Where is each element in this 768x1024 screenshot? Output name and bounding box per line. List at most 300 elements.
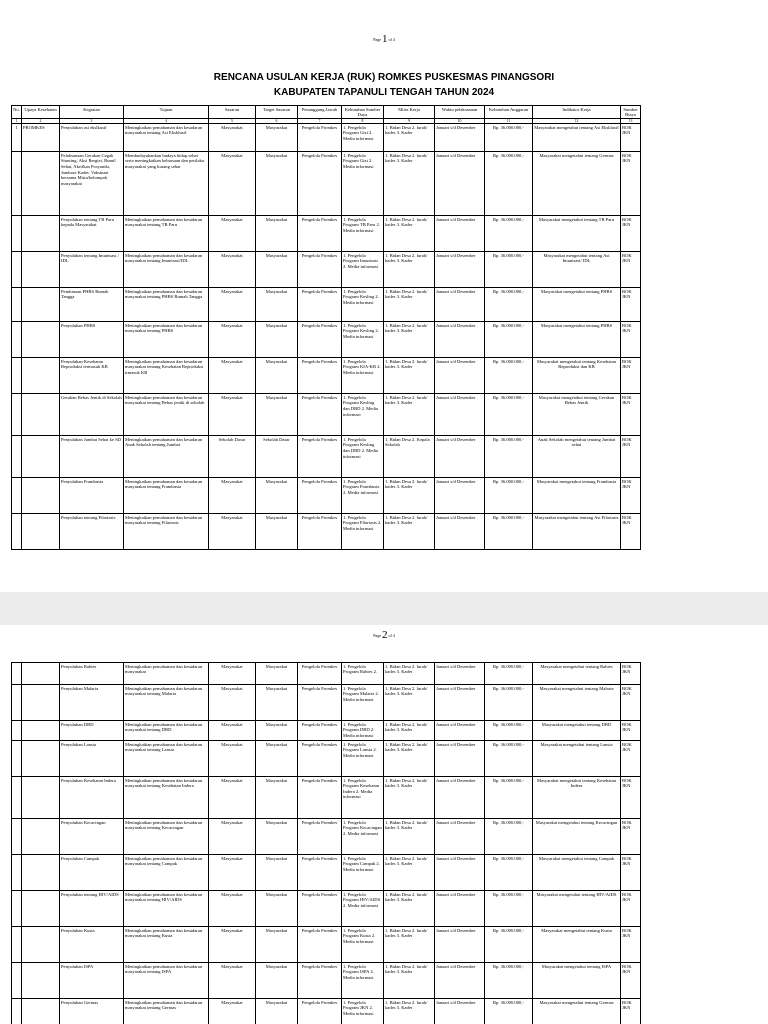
- col-sd: 1. Pengelola Program HIV/AIDS 2. Media informasi: [342, 891, 384, 927]
- col-biaya: BOK JKN: [621, 663, 641, 685]
- col-kegiatan: Penyuluhan Lansia: [60, 741, 124, 777]
- col-sd: 1. Pengelola Program Gizi 2. Media informasi: [342, 152, 384, 216]
- col-upaya: PROMKES: [22, 124, 60, 152]
- col-pj: Pengelola Promkes: [298, 514, 342, 550]
- col-sd: 1. Pengelola Program Rabies 2.: [342, 663, 384, 685]
- col-biaya: BOK JKN: [621, 288, 641, 322]
- col-sasaran: Masyarakat: [209, 927, 256, 963]
- page-prefix: Page: [373, 633, 381, 638]
- col-mitra: 1. Bidan Desa 2. Kepala Sekolah: [384, 436, 435, 478]
- table-row: [12, 322, 641, 358]
- col-tujuan: Meningkatkan pemahaman dan kesadaran masyarakat tentang DBD: [124, 721, 209, 741]
- header-col-tujuan: Tujuan: [124, 106, 209, 119]
- col-anggaran: Rp. 36.000.000,-: [485, 216, 533, 252]
- page-number: [0, 33, 768, 45]
- col-mitra: 1. Bidan Desa 2. lurah/ kades 3. Kader: [384, 514, 435, 550]
- col-sasaran: Masyarakat: [209, 514, 256, 550]
- col-anggaran: Rp. 36.000.000,-: [485, 777, 533, 819]
- col-indikator: Masyarakat mengetahui tentang Gerakan Bebas Jentik: [533, 394, 621, 436]
- col-kegiatan: Penyuluhan Rabies: [60, 663, 124, 685]
- col-waktu: Januari s/d Desember: [435, 514, 485, 550]
- col-waktu: Januari s/d Desember: [435, 721, 485, 741]
- document-page-2: [0, 625, 768, 1024]
- table-row: [12, 721, 641, 741]
- col-anggaran: Rp. 36.000.000,-: [485, 252, 533, 288]
- page-suffix: of 4: [388, 633, 395, 638]
- col-mitra: 1. Bidan Desa 2. lurah/ kades 3. Kader: [384, 216, 435, 252]
- col-pj: Pengelola Promkes: [298, 963, 342, 999]
- col-anggaran: Rp. 36.000.000,-: [485, 891, 533, 927]
- col-kegiatan: Penyuluhan tentang TB Paru kepada Masyarakat: [60, 216, 124, 252]
- col-biaya: BOK JKN: [621, 124, 641, 152]
- col-tujuan: Meningkatkan pemahaman dan kesadaran masyarakat tentang ISPA: [124, 963, 209, 999]
- col-upaya: [22, 216, 60, 252]
- col-tujuan: Meningkatkan pemahaman dan kesadaran masyarakat tentang Imunisasi/IDL: [124, 252, 209, 288]
- col-mitra: 1. Bidan Desa 2. lurah/ kades 3. Kader: [384, 394, 435, 436]
- col-biaya: BOK JKN: [621, 963, 641, 999]
- index-cell: 7: [298, 119, 342, 124]
- col-anggaran: Rp. 36.000.000,-: [485, 288, 533, 322]
- document-title: RENCANA USULAN KERJA (RUK) ROMKES PUSKESMAS PINANGSORI: [213, 72, 555, 83]
- col-biaya: BOK JKN: [621, 514, 641, 550]
- table-row: [12, 891, 641, 927]
- col-no: [12, 394, 22, 436]
- page-number-value: 2: [381, 629, 388, 641]
- col-sd: 1. Pengelola Program Gizi 2. Media informasi: [342, 124, 384, 152]
- col-tujuan: Meningkatkan pemahaman dan kesadaran masyarakat tentang Bebas jentik di sekolah: [124, 394, 209, 436]
- col-no: [12, 358, 22, 394]
- col-tujuan: Meningkatkan pemahaman dan kesadaran Anak Sekolah tentang Jumbat: [124, 436, 209, 478]
- col-biaya: BOK JKN: [621, 891, 641, 927]
- header-col-pj: Penanggung Jawab: [298, 106, 342, 119]
- page-suffix: of 4: [388, 37, 395, 42]
- table-row: [12, 216, 641, 252]
- col-waktu: Januari s/d Desember: [435, 777, 485, 819]
- col-pj: Pengelola Promkes: [298, 152, 342, 216]
- col-anggaran: Rp. 36.000.000,-: [485, 685, 533, 721]
- col-anggaran: Rp. 36.000.000,-: [485, 124, 533, 152]
- col-anggaran: Rp. 36.000.000,-: [485, 322, 533, 358]
- col-kegiatan: Penyuluhan Malaria: [60, 685, 124, 721]
- col-indikator: Masyarakat mengetahui tentang ISPA: [533, 963, 621, 999]
- col-biaya: BOK JKN: [621, 394, 641, 436]
- col-upaya: [22, 891, 60, 927]
- page-gap: [0, 592, 768, 625]
- page-number: [0, 629, 768, 641]
- col-pj: Pengelola Promkes: [298, 741, 342, 777]
- col-tujuan: Meningkatkan pemahaman dan kesadaran masyarakat tentang Kusta: [124, 927, 209, 963]
- col-kegiatan: Penyuluhan asi ekslkusif: [60, 124, 124, 152]
- header-col-no: No.: [12, 106, 22, 119]
- col-sasaran: Masyarakat: [209, 721, 256, 741]
- col-no: [12, 478, 22, 514]
- col-target: Masyarakat: [256, 478, 298, 514]
- col-upaya: [22, 855, 60, 891]
- col-indikator: Masyarakat mengetahui tentang Kesehatan Reproduksi dan KB: [533, 358, 621, 394]
- col-sasaran: Masyarakat: [209, 663, 256, 685]
- table-row: [12, 152, 641, 216]
- col-no: [12, 855, 22, 891]
- col-biaya: BOK JKN: [621, 152, 641, 216]
- col-biaya: BOK JKN: [621, 478, 641, 514]
- table-row: [12, 777, 641, 819]
- col-no: [12, 927, 22, 963]
- col-indikator: Masyarakat mengetahui tentang Frambusia: [533, 478, 621, 514]
- col-target: Masyarakat: [256, 927, 298, 963]
- col-kegiatan: Gerakan Bebas Jentik di Sekolah: [60, 394, 124, 436]
- col-target: Masyarakat: [256, 514, 298, 550]
- col-sasaran: Masyarakat: [209, 855, 256, 891]
- index-cell: 6: [256, 119, 298, 124]
- table-row: [12, 999, 641, 1024]
- col-tujuan: Meningkatkan pemahaman dan kesadaran masyarakat tentang Kesehatan Reproduksi trmasuk KB: [124, 358, 209, 394]
- col-pj: Pengelola Promkes: [298, 685, 342, 721]
- header-col-target: Target Sasaran: [256, 106, 298, 119]
- col-waktu: Januari s/d Desember: [435, 741, 485, 777]
- col-no: [12, 685, 22, 721]
- page-prefix: Page: [373, 37, 381, 42]
- col-no: [12, 436, 22, 478]
- col-indikator: Masyarakat mengetahui tentang Malaria: [533, 685, 621, 721]
- col-sasaran: Masyarakat: [209, 741, 256, 777]
- index-cell: 3: [60, 119, 124, 124]
- col-target: Masyarakat: [256, 152, 298, 216]
- col-indikator: Masyarakat mengetahui tentang Lansia: [533, 741, 621, 777]
- col-kegiatan: Penyuluhan Kesehatan Indera: [60, 777, 124, 819]
- col-target: Masyarakat: [256, 288, 298, 322]
- col-pj: Pengelola Promkes: [298, 216, 342, 252]
- index-cell: 4: [124, 119, 209, 124]
- col-tujuan: Meningkatkan pemahaman dan kesadaran masyarakat tentang Malaria: [124, 685, 209, 721]
- col-biaya: BOK JKN: [621, 927, 641, 963]
- col-sasaran: Masyarakat: [209, 124, 256, 152]
- col-kegiatan: Penyuluhan Kusta: [60, 927, 124, 963]
- col-sd: 1. Pengelola Program Kesling dan DBD 2. Media informasi: [342, 394, 384, 436]
- col-pj: Pengelola Promkes: [298, 819, 342, 855]
- col-sasaran: Masyarakat: [209, 777, 256, 819]
- col-biaya: BOK JKN: [621, 322, 641, 358]
- table-row: [12, 394, 641, 436]
- col-anggaran: Rp. 36.000.000,-: [485, 436, 533, 478]
- col-anggaran: Rp. 36.000.000,-: [485, 927, 533, 963]
- table-row: [12, 478, 641, 514]
- col-upaya: [22, 252, 60, 288]
- col-indikator: Masyarakat mengetahui tentang Kesehatan Indera: [533, 777, 621, 819]
- table-row: [12, 436, 641, 478]
- col-tujuan: Meningkatkan pemahaman dan kesadaran masyarakat tentang PHBS: [124, 322, 209, 358]
- col-target: Masyarakat: [256, 963, 298, 999]
- col-upaya: [22, 358, 60, 394]
- col-sasaran: Masyarakat: [209, 358, 256, 394]
- col-indikator: Masyarakat mengetahui tentang TB Paru: [533, 216, 621, 252]
- col-waktu: Januari s/d Desember: [435, 152, 485, 216]
- col-upaya: [22, 685, 60, 721]
- col-sasaran: Masyarakat: [209, 891, 256, 927]
- col-indikator: Masyarakat mengetahui tentang Asi Eksklusif: [533, 124, 621, 152]
- table-row: [12, 819, 641, 855]
- col-target: Masyarakat: [256, 721, 298, 741]
- index-cell: 9: [384, 119, 435, 124]
- col-no: 1: [12, 124, 22, 152]
- col-no: [12, 777, 22, 819]
- col-target: Sekolah Dasar: [256, 436, 298, 478]
- col-tujuan: Meningkatkan pemahaman dan kesadaran masyarakat tentang Kecacingan: [124, 819, 209, 855]
- col-target: Masyarakat: [256, 819, 298, 855]
- page-number-value: 1: [381, 33, 388, 45]
- header-col-waktu: Waktu pelaksanaan: [435, 106, 485, 119]
- col-upaya: [22, 927, 60, 963]
- col-no: [12, 216, 22, 252]
- col-mitra: 1. Bidan Desa 2. lurah/ kades 3. Kader: [384, 663, 435, 685]
- col-sd: 1. Pengelola Program DBD 2. Media informasi: [342, 721, 384, 741]
- col-mitra: 1. Bidan Desa 2. lurah/ kades 3. Kader: [384, 322, 435, 358]
- header-col-sd: Kebutuhan Sumber Daya: [342, 106, 384, 119]
- col-sasaran: Masyarakat: [209, 288, 256, 322]
- table-row: [12, 514, 641, 550]
- col-target: Masyarakat: [256, 685, 298, 721]
- col-sd: 1. Pengelola Program Kecacingan 2. Media informasi: [342, 819, 384, 855]
- col-no: [12, 891, 22, 927]
- col-pj: Pengelola Promkes: [298, 777, 342, 819]
- col-no: [12, 741, 22, 777]
- col-biaya: BOK JKN: [621, 216, 641, 252]
- col-kegiatan: Penyuluhan tentang HIV/AIDS: [60, 891, 124, 927]
- col-anggaran: Rp. 36.000.000,-: [485, 358, 533, 394]
- col-tujuan: Meningkatkan pemahaman dan kesadaran masyarakat tentang Kesehatan Indera: [124, 777, 209, 819]
- col-biaya: BOK JKN: [621, 741, 641, 777]
- table-row: [12, 855, 641, 891]
- col-upaya: [22, 322, 60, 358]
- col-tujuan: Meningkatkan pemahaman dan kesadaran masyarakat tentang Asi Eksklusif: [124, 124, 209, 152]
- col-kegiatan: Penyuluhan tentang Imunisasi / IDL: [60, 252, 124, 288]
- col-waktu: Januari s/d Desember: [435, 963, 485, 999]
- index-cell: 12: [533, 119, 621, 124]
- col-target: Masyarakat: [256, 358, 298, 394]
- col-no: [12, 963, 22, 999]
- col-upaya: [22, 963, 60, 999]
- col-sasaran: Masyarakat: [209, 963, 256, 999]
- col-kegiatan: Pembinaan PHBS Rumah Tangga: [60, 288, 124, 322]
- col-mitra: 1. Bidan Desa 2. lurah/ kades 3. Kader: [384, 855, 435, 891]
- col-indikator: Masyarakat mengetahui tentang DBD: [533, 721, 621, 741]
- col-waktu: Januari s/d Desember: [435, 685, 485, 721]
- col-kegiatan: Penyuluhan DBD: [60, 721, 124, 741]
- col-sd: 1. Pengelola Program Kesling 2. Media informasi: [342, 288, 384, 322]
- col-sasaran: Sekolah Dasar: [209, 436, 256, 478]
- col-upaya: [22, 514, 60, 550]
- col-biaya: BOK JKN: [621, 436, 641, 478]
- col-waktu: Januari s/d Desember: [435, 394, 485, 436]
- col-target: Masyarakat: [256, 741, 298, 777]
- col-waktu: Januari s/d Desember: [435, 891, 485, 927]
- col-waktu: Januari s/d Desember: [435, 322, 485, 358]
- col-mitra: 1. Bidan Desa 2. lurah/ kades 3. Kader: [384, 963, 435, 999]
- col-pj: Pengelola Promkes: [298, 855, 342, 891]
- col-mitra: 1. Bidan Desa 2. lurah/ kades 3. Kader: [384, 478, 435, 514]
- col-upaya: [22, 999, 60, 1024]
- col-indikator: Masyarakat mengetahui tentang HIV/AIDS: [533, 891, 621, 927]
- col-biaya: BOK JKN: [621, 685, 641, 721]
- col-sd: 1. Pengelola Program Kusta 2. Media informasi: [342, 927, 384, 963]
- col-kegiatan: Penyuluhan Frambusia: [60, 478, 124, 514]
- col-sasaran: Masyarakat: [209, 322, 256, 358]
- col-anggaran: Rp. 36.000.000,-: [485, 663, 533, 685]
- col-indikator: Masyarakat mengetahui tentang Germas: [533, 152, 621, 216]
- col-waktu: Januari s/d Desember: [435, 999, 485, 1024]
- col-sd: 1. Pengelola Program Frambusia 2. Media informasi: [342, 478, 384, 514]
- col-no: [12, 663, 22, 685]
- index-cell: 1: [12, 119, 22, 124]
- col-waktu: Januari s/d Desember: [435, 216, 485, 252]
- col-tujuan: Meningkatkan pemahaman dan kesadaran masyarakat tentang Lansia: [124, 741, 209, 777]
- col-target: Masyarakat: [256, 252, 298, 288]
- col-biaya: BOK JKN: [621, 358, 641, 394]
- col-waktu: Januari s/d Desember: [435, 436, 485, 478]
- col-tujuan: Membudayakankan budaya hidup sehat serta meningkatkan kebiasaan dan perilaku masyarakat yang kurang sehat: [124, 152, 209, 216]
- col-anggaran: Rp. 36.000.000,-: [485, 819, 533, 855]
- col-no: [12, 288, 22, 322]
- col-target: Masyarakat: [256, 124, 298, 152]
- table-row: [12, 685, 641, 721]
- col-sd: 1. Pengelola Program Filariasis 2. Media informasi: [342, 514, 384, 550]
- col-kegiatan: Penyuluhan Kecacingan: [60, 819, 124, 855]
- col-tujuan: Meningkatkan pemahaman dan kesadaran masyarakat tentang Filariasis: [124, 514, 209, 550]
- header-col-sasaran: Sasaran: [209, 106, 256, 119]
- col-biaya: BOK JKN: [621, 252, 641, 288]
- col-target: Masyarakat: [256, 855, 298, 891]
- col-indikator: Anak Sekolah mengetahui tentang Jumbat sehat: [533, 436, 621, 478]
- col-mitra: 1. Bidan Desa 2. lurah/ kades 3. Kader: [384, 685, 435, 721]
- col-kegiatan: Penyuluhan Kesehatan Reproduksi termasuk KB: [60, 358, 124, 394]
- col-sd: 1. Pengelola Program Kesehatan Indera 2. Media informasi: [342, 777, 384, 819]
- col-kegiatan: Penyuluhan PHBS: [60, 322, 124, 358]
- col-indikator: Masyarakat mengetahui tentang Asi Filariasis: [533, 514, 621, 550]
- col-anggaran: Rp. 36.000.000,-: [485, 855, 533, 891]
- col-anggaran: Rp. 36.000.000,-: [485, 514, 533, 550]
- col-mitra: 1. Bidan Desa 2. lurah/ kades 3. Kader: [384, 741, 435, 777]
- table-row: [12, 358, 641, 394]
- header-col-indikator: Indikator Kerja: [533, 106, 621, 119]
- col-pj: Pengelola Promkes: [298, 358, 342, 394]
- index-cell: 2: [22, 119, 60, 124]
- col-pj: Pengelola Promkes: [298, 322, 342, 358]
- col-no: [12, 999, 22, 1024]
- col-target: Masyarakat: [256, 394, 298, 436]
- col-mitra: 1. Bidan Desa 2. lurah/ kades 3. Kader: [384, 124, 435, 152]
- col-sd: 1. Pengelola Program Malaria 2. Media informasi: [342, 685, 384, 721]
- col-sasaran: Masyarakat: [209, 152, 256, 216]
- col-anggaran: Rp. 36.000.000,-: [485, 394, 533, 436]
- col-upaya: [22, 288, 60, 322]
- col-target: Masyarakat: [256, 999, 298, 1024]
- col-mitra: 1. Bidan Desa 2. lurah/ kades 3. Kader: [384, 288, 435, 322]
- col-tujuan: Meningkatkan pemahaman dan kesadaran masyarakat tentang HIV/AIDS: [124, 891, 209, 927]
- col-indikator: Masyarakat mengetahui tentang Germas: [533, 999, 621, 1024]
- header-col-biaya: Sumber Biaya: [621, 106, 641, 119]
- col-waktu: Januari s/d Desember: [435, 358, 485, 394]
- col-sd: 1. Pengelola Program ISPA 2. Media informasi: [342, 963, 384, 999]
- col-sasaran: Masyarakat: [209, 685, 256, 721]
- col-mitra: 1. Bidan Desa 2. lurah/ kades 3. Kader: [384, 927, 435, 963]
- col-mitra: 1. Bidan Desa 2. lurah/ kades 3. Kader: [384, 152, 435, 216]
- ruk-table-page-2: [11, 662, 641, 1024]
- col-indikator: Masyarakat mengetahui tentang Campak: [533, 855, 621, 891]
- col-anggaran: Rp. 36.000.000,-: [485, 478, 533, 514]
- col-biaya: BOK JKN: [621, 855, 641, 891]
- col-waktu: Januari s/d Desember: [435, 252, 485, 288]
- col-waktu: Januari s/d Desember: [435, 819, 485, 855]
- col-mitra: 1. Bidan Desa 2. lurah/ kades 3. Kader: [384, 721, 435, 741]
- col-anggaran: Rp. 36.000.000,-: [485, 721, 533, 741]
- col-indikator: Masyarakat mengetahui tentang PHBS: [533, 288, 621, 322]
- col-pj: Pengelola Promkes: [298, 252, 342, 288]
- col-anggaran: Rp. 36.000.000,-: [485, 152, 533, 216]
- col-upaya: [22, 394, 60, 436]
- col-mitra: 1. Bidan Desa 2. lurah/ kades 3. Kader: [384, 999, 435, 1024]
- col-sasaran: Masyarakat: [209, 252, 256, 288]
- col-pj: Pengelola Promkes: [298, 436, 342, 478]
- col-mitra: 1. Bidan Desa 2. lurah/ kades 3. Kader: [384, 819, 435, 855]
- col-sasaran: Masyarakat: [209, 394, 256, 436]
- col-sasaran: Masyarakat: [209, 999, 256, 1024]
- col-mitra: 1. Bidan Desa 2. lurah/ kades 3. Kader: [384, 358, 435, 394]
- col-tujuan: Meningkatkan pemahaman dan kesadaran masyarakat tentang PHBS Rumah Tangga: [124, 288, 209, 322]
- col-mitra: 1. Bidan Desa 2. lurah/ kades 3. Kader: [384, 252, 435, 288]
- col-target: Masyarakat: [256, 663, 298, 685]
- document-subtitle: KABUPATEN TAPANULI TENGAH TAHUN 2024: [273, 87, 495, 98]
- col-no: [12, 819, 22, 855]
- col-target: Masyarakat: [256, 777, 298, 819]
- table-header-row: [12, 106, 641, 119]
- col-upaya: [22, 741, 60, 777]
- col-upaya: [22, 721, 60, 741]
- col-pj: Pengelola Promkes: [298, 663, 342, 685]
- col-waktu: Januari s/d Desember: [435, 855, 485, 891]
- col-indikator: Masyarakat mengetahui tentang Asi Imunisasi/ IDL: [533, 252, 621, 288]
- col-indikator: Masyarakat mengetahui tentang Kecacingan: [533, 819, 621, 855]
- col-pj: Pengelola Promkes: [298, 927, 342, 963]
- index-cell: 13: [621, 119, 641, 124]
- header-col-upaya: Upaya Kesehatan: [22, 106, 60, 119]
- col-sd: 1. Pengelola Program Kesling 2. Media informasi: [342, 322, 384, 358]
- table-row: [12, 124, 641, 152]
- col-no: [12, 514, 22, 550]
- col-indikator: Masyarakat mengetahui tentang Kusta: [533, 927, 621, 963]
- col-no: [12, 152, 22, 216]
- ruk-table-page-1: [11, 105, 641, 550]
- col-sd: 1. Pengelola Program Lansia 2. Media informasi: [342, 741, 384, 777]
- col-kegiatan: Penyuluhan tentang Filariasis: [60, 514, 124, 550]
- col-no: [12, 252, 22, 288]
- col-sd: 1. Pengelola Program TB Paru 2. Media informasi: [342, 216, 384, 252]
- header-col-kegiatan: Kegiatan: [60, 106, 124, 119]
- col-sd: 1. Pengelola Program Imunisasi 2. Media informasi: [342, 252, 384, 288]
- col-target: Masyarakat: [256, 216, 298, 252]
- col-tujuan: Meningkatkan pemahaman dan kesadaran masyarakat tentang Frambusia: [124, 478, 209, 514]
- col-anggaran: Rp. 36.000.000,-: [485, 741, 533, 777]
- header-col-mitra: Mitra Kerja: [384, 106, 435, 119]
- col-kegiatan: Penyuluhan ISPA: [60, 963, 124, 999]
- col-sasaran: Masyarakat: [209, 478, 256, 514]
- col-waktu: Januari s/d Desember: [435, 124, 485, 152]
- table-row: [12, 252, 641, 288]
- col-kegiatan: Penyuluhan Campak: [60, 855, 124, 891]
- col-tujuan: Meningkatkan pemahaman dan kesadaran masyarakat tentang Germas: [124, 999, 209, 1024]
- index-cell: 10: [435, 119, 485, 124]
- col-kegiatan: Pelaksanaan Gerakan Cegah Stunting, Aksi Bergizi, Bumil Sehat, Akrifkan Posyandu, Jambore Kader, Vaksinasi bersama Mitra/kelompok masyarakat: [60, 152, 124, 216]
- col-sd: 1. Pengelola Program KIA-KB 2. Media informasi: [342, 358, 384, 394]
- index-cell: 8: [342, 119, 384, 124]
